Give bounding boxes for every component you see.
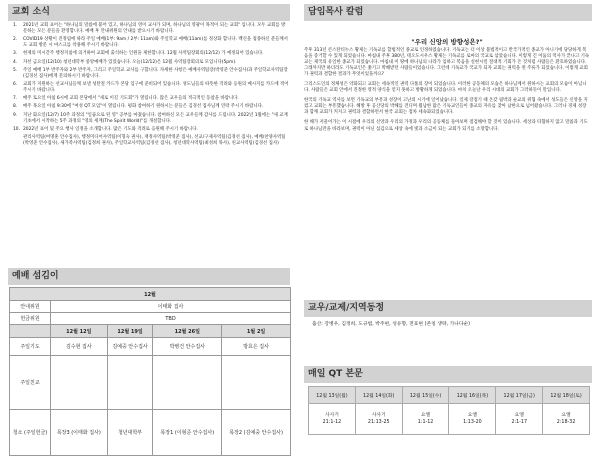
table-row	[10, 410, 291, 456]
daily-qt-title: 매일 QT 본문	[308, 369, 363, 379]
cleaning-cell: 목장2 (김예중 안수집사)	[222, 410, 291, 456]
table-row	[10, 325, 291, 338]
table-row	[309, 404, 590, 435]
ministry-table	[9, 287, 291, 456]
qt-passage: 요엘 1:1-12	[402, 404, 449, 435]
church-news-title: 교회 소식	[12, 7, 50, 17]
table-row	[10, 288, 291, 301]
qt-date: 12월 18일(토)	[543, 387, 590, 404]
qt-date: 12월 17일(금)	[496, 387, 543, 404]
list-item: 5. 주일 예배 1부 반주자와 2부 반주자, 그리고 주일학교 교사를 구합니다. 자세한 사항은 예배사역팀장(박영준 안수집사)과 주일학교사역팀장(김경선 집사)에게 문의하시기 바랍니다.	[13, 67, 288, 79]
table-row	[10, 301, 291, 313]
date-cell: 12월 12일	[51, 325, 108, 338]
list-item: 2. COVID19 상황이 진정됨에 따라 주일 예배(1부: 9am / 2부: 11am)와 주일학교 예배(11am)를 정상화 합니다. 백신을 접종하신 분들께서도 교회 방문 시 마스크를 착용해 주시기 바랍니다.	[13, 37, 288, 49]
offering-ministry-header	[8, 268, 290, 285]
qt-date: 12월 15일(수)	[402, 387, 449, 404]
church-news-header	[8, 4, 290, 21]
offering-ministry-title: 예배 섬김이	[12, 271, 59, 281]
cleaning-label: 청소 (주일헌금)	[10, 410, 51, 456]
column-paragraph: 그리스도인의 정체성은 약화되고 교회는 세속적인 권력 다툼의 장이 되었습니다. 이러한 공동체의 모습은 하나님께서 원하시는 교회의 모습이 아닙니다. 사람들은 교회 안에서 진정한 영적 양식을 얻지 못하고 방황하게 되었습니다. 마치 오늘날 우리 시대의 교회가 그러하듯이 말입니다.	[304, 82, 587, 94]
qt-date: 12월 16일(목)	[449, 387, 496, 404]
column-heading: "우리 신앙의 방향성은?"	[411, 38, 483, 46]
qt-passage: 요엘 1:13-20	[449, 404, 496, 435]
prayer-label: 주일기도	[10, 338, 51, 356]
prayer-cell: 김예중 안수집사	[107, 338, 153, 356]
usher-label: 안내위원	[10, 301, 51, 313]
qt-date: 12월 14일(화)	[355, 387, 402, 404]
mission-title: 교우/교제/지역동정	[308, 303, 385, 313]
cash-value: TBD	[51, 313, 291, 325]
date-cell: 12월 19일	[107, 325, 153, 338]
snack-cell	[107, 356, 153, 410]
month-cell: 12월	[10, 288, 291, 301]
list-item: 9. 지난 화요일(12/7) 10주 과정의 "일곱으로 된 영" 공부를 마쳤습니다. 참여하신 모든 교우들께 감사를 드립니다. 2022년 1월에는 "새 교재 기초에서 시작하는 5주 과정의 "영의 세계(The Spirit World)"를 개설합니다.	[13, 112, 288, 124]
list-item: 10. 2022년 표어 및 주요 행사 일정을 소개합니다. 많은 기도와 격려로 응원해 주시기 바랍니다.	[13, 126, 198, 132]
cleaning-cell: 목장3 (이태화 집사)	[51, 410, 108, 456]
table-row	[10, 356, 291, 410]
snack-cell	[153, 356, 222, 410]
date-cell: 12월 26일	[153, 325, 222, 338]
list-item: 3. 현재의 미시간주 행정지침에 의거하여 교회에 출석하는 인원을 제한합니다. 12월 사역팀장회의(12/12) 가 예정되어 있습니다.	[13, 51, 264, 57]
qt-passage: 사사기 21:13-25	[355, 404, 402, 435]
date-cell: 1월 2일	[222, 325, 291, 338]
prayer-cell: 박병건 안수집사	[153, 338, 222, 356]
snack-label: 주일친교	[10, 356, 51, 410]
list-item: 1. 2021년 교회 표어는 "하나님의 말씀에 붙어 있고, 하나님의 영이 교사가 되며, 하나님의 영광이 목적이 되는 교회" 입니다. 모두 교회를 방문하는 모든 분들을 환영합니다. 예배 후 안내위원의 안내를 받으시기 바랍니다.	[13, 23, 286, 34]
mission-text: 출산: 강병우, 김정희, 도규범, 박주현, 성유향, 전표현 (존칭 생략, 가나다순)	[312, 322, 470, 327]
snack-cell	[51, 356, 108, 410]
cash-label: 헌금위원	[10, 313, 51, 325]
list-item: 관리사역팀(여명훈 안수집사), 행정미디어사역팀(이형숙 권사), 재정사역팀(박영준 집사), 선교/구제사역팀(김경선 집사), 예배/찬양사역팀(박영준 안수집사), 새가족사역팀(김정희 권사), 주일학교사역팀(김경선 집사), 청년대학사역팀(최성희 목사), 친교사역팀(김경선 집사)	[23, 134, 286, 146]
table-row	[10, 338, 291, 356]
usher-value: 이태화 집사	[51, 301, 291, 313]
table-row	[10, 313, 291, 325]
list-item: 8. 매주 목요일 아침 9:30에 "여성 QT 모임"이 열립니다. 평화 참여하기 원하시는 분들은 김경선 집사님께 연락 주시기 바랍니다.	[13, 104, 264, 110]
cleaning-cell: 목장1 (이형준 안수집사)	[153, 410, 222, 456]
qt-date: 12월 13일(월)	[309, 387, 356, 404]
qt-passage: 사사기 21:1-12	[309, 404, 356, 435]
table-row	[309, 387, 590, 404]
cleaning-cell: 청년대학부	[107, 410, 153, 456]
qt-table	[308, 386, 590, 435]
prayer-cell: 방효은 집사	[222, 338, 291, 356]
qt-passage: 요엘 2:1-17	[496, 404, 543, 435]
mission-header	[304, 300, 592, 317]
church-news-list	[13, 23, 289, 149]
qt-passage: 요엘 2:18-32	[543, 404, 590, 435]
column-paragraph: 한국의 기독교 역사를 보면 기독교의 부흥과 성장이 고난의 시기에 일어났습니다. 일제 강점기 때 온갖 핍박과 순교의 위협 속에서 성도들은 신앙을 지켰고 교회는 부흥했습니다. 해방 후 공산당의 박해를 견디며 월남한 많은 기독교인들이 종교의 자유를 찾아 남한으로 넘어왔습니다. 그러나 경제 성장과 함께 교회가 커지고 권력과 결합하면서 한국 교회는 점차 세속화되었습니다.	[304, 98, 588, 116]
daily-qt-header	[304, 366, 592, 383]
snack-cell	[222, 356, 291, 410]
column-body	[304, 48, 590, 137]
list-item: 7. 매주 토요일 아침 6시에 교회 본당에서 "새로 이길 기도회"가 열립니다. 많은 교우들의 적극적인 동참을 바랍니다.	[13, 96, 239, 102]
column-paragraph: 주후 313년 콘스탄티누스 황제는 기독교를 합법적인 종교로 인정하였습니다. 기독교는 더 이상 불법적이고 반국가적인 종교가 아니기에 당당하게 복음을 증거할 수 있게 되었습니다. 마침내 주후 380년, 테오도시우스 황제는 기독교를 로마의 국교로 삼았습니다. 이렇게 긴 어둠의 역사가 끝나고 기독교는 제국의 유일한 종교가 되었습니다. 마침내 이 땅에 하나님의 나라가 임하고 복음을 실현시킬 절대적 기회가 온 것처럼 사람들은 환호하였습니다. 그래까지만 하더라도 기독교인은 쫓기고 박해받던 사람들이었습니다. 그런데 기독교가 국교가 되자 교회는 권력을 쥔 주류가 되었습니다. 이렇게 교회가 권력과 결합한 결과가 무엇이었을까요?	[304, 48, 590, 78]
pastor-column-title: 담임목사 칼럼	[308, 7, 364, 17]
pastor-column-header	[304, 4, 592, 21]
column-paragraph: 한 해가 저물어가는 이 시점에 우리의 신앙과 우리의 가정과 우리의 공동체를 돌아보며 점검해야 할 것이 있습니다. 세상과 타협하지 않고 말씀과 기도로 하나님만을 바라보며, 권력이 아닌 섬김으로 세상 속에 빛과 소금이 되는 교회가 되기를 소망합니다.	[304, 120, 588, 132]
list-item: 4. 자선 금요일(12/10) 청년대학부 중앙예배가 있었습니다. 오늘(12/12)은 12월 사역팀장회의로 모입니다(5pm).	[13, 59, 237, 65]
list-item: 6. 교회가 지원하는 선교사님들께 보낼 성탄절 카드가 본당 입구에 준비되어 있습니다. 성도님들의 따뜻한 격려와 응원의 메시지를 카드에 적어주시기 바랍니다.	[13, 81, 289, 93]
prayer-cell: 김수현 집사	[51, 338, 108, 356]
